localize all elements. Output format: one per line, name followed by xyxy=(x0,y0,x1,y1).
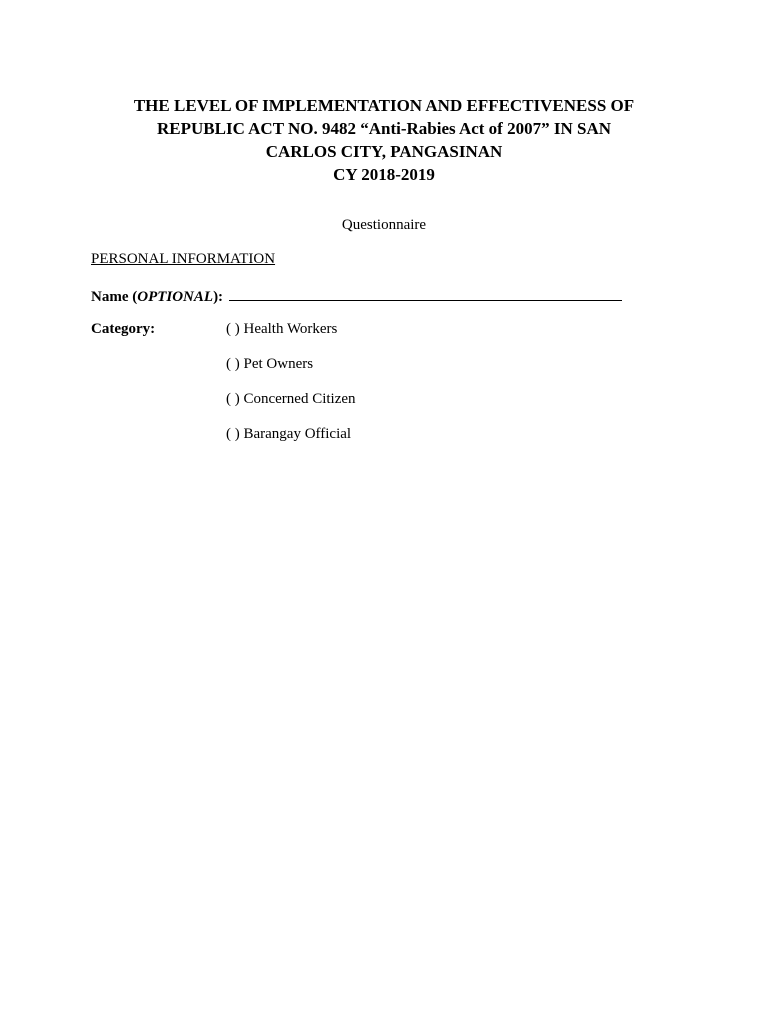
category-option-concerned-citizen[interactable]: ( ) Concerned Citizen xyxy=(226,391,356,407)
name-label xyxy=(91,287,223,307)
name-label-optional: OPTIONAL xyxy=(137,289,214,305)
category-option-pet-owners[interactable]: ( ) Pet Owners xyxy=(226,356,314,372)
title-line-2: REPUBLIC ACT NO. 9482 “Anti-Rabies Act of 2007” IN SAN xyxy=(157,119,611,138)
name-field[interactable] xyxy=(229,285,622,301)
document-title xyxy=(0,94,768,186)
name-row xyxy=(91,285,622,307)
title-line-3: CARLOS CITY, PANGASINAN xyxy=(265,142,503,161)
name-label-prefix: Name ( xyxy=(91,289,138,305)
document-subtitle: Questionnaire xyxy=(341,217,427,233)
title-line-4: CY 2018-2019 xyxy=(333,165,435,184)
category-option-barangay-official[interactable]: ( ) Barangay Official xyxy=(226,426,352,442)
category-option-health-workers[interactable]: ( ) Health Workers xyxy=(226,321,338,337)
category-options xyxy=(226,319,356,459)
name-label-suffix: ): xyxy=(213,289,224,305)
title-line-1: THE LEVEL OF IMPLEMENTATION AND EFFECTIVENESS OF xyxy=(133,96,635,115)
personal-information-heading: PERSONAL INFORMATION xyxy=(91,251,276,267)
category-label: Category: xyxy=(91,321,156,337)
